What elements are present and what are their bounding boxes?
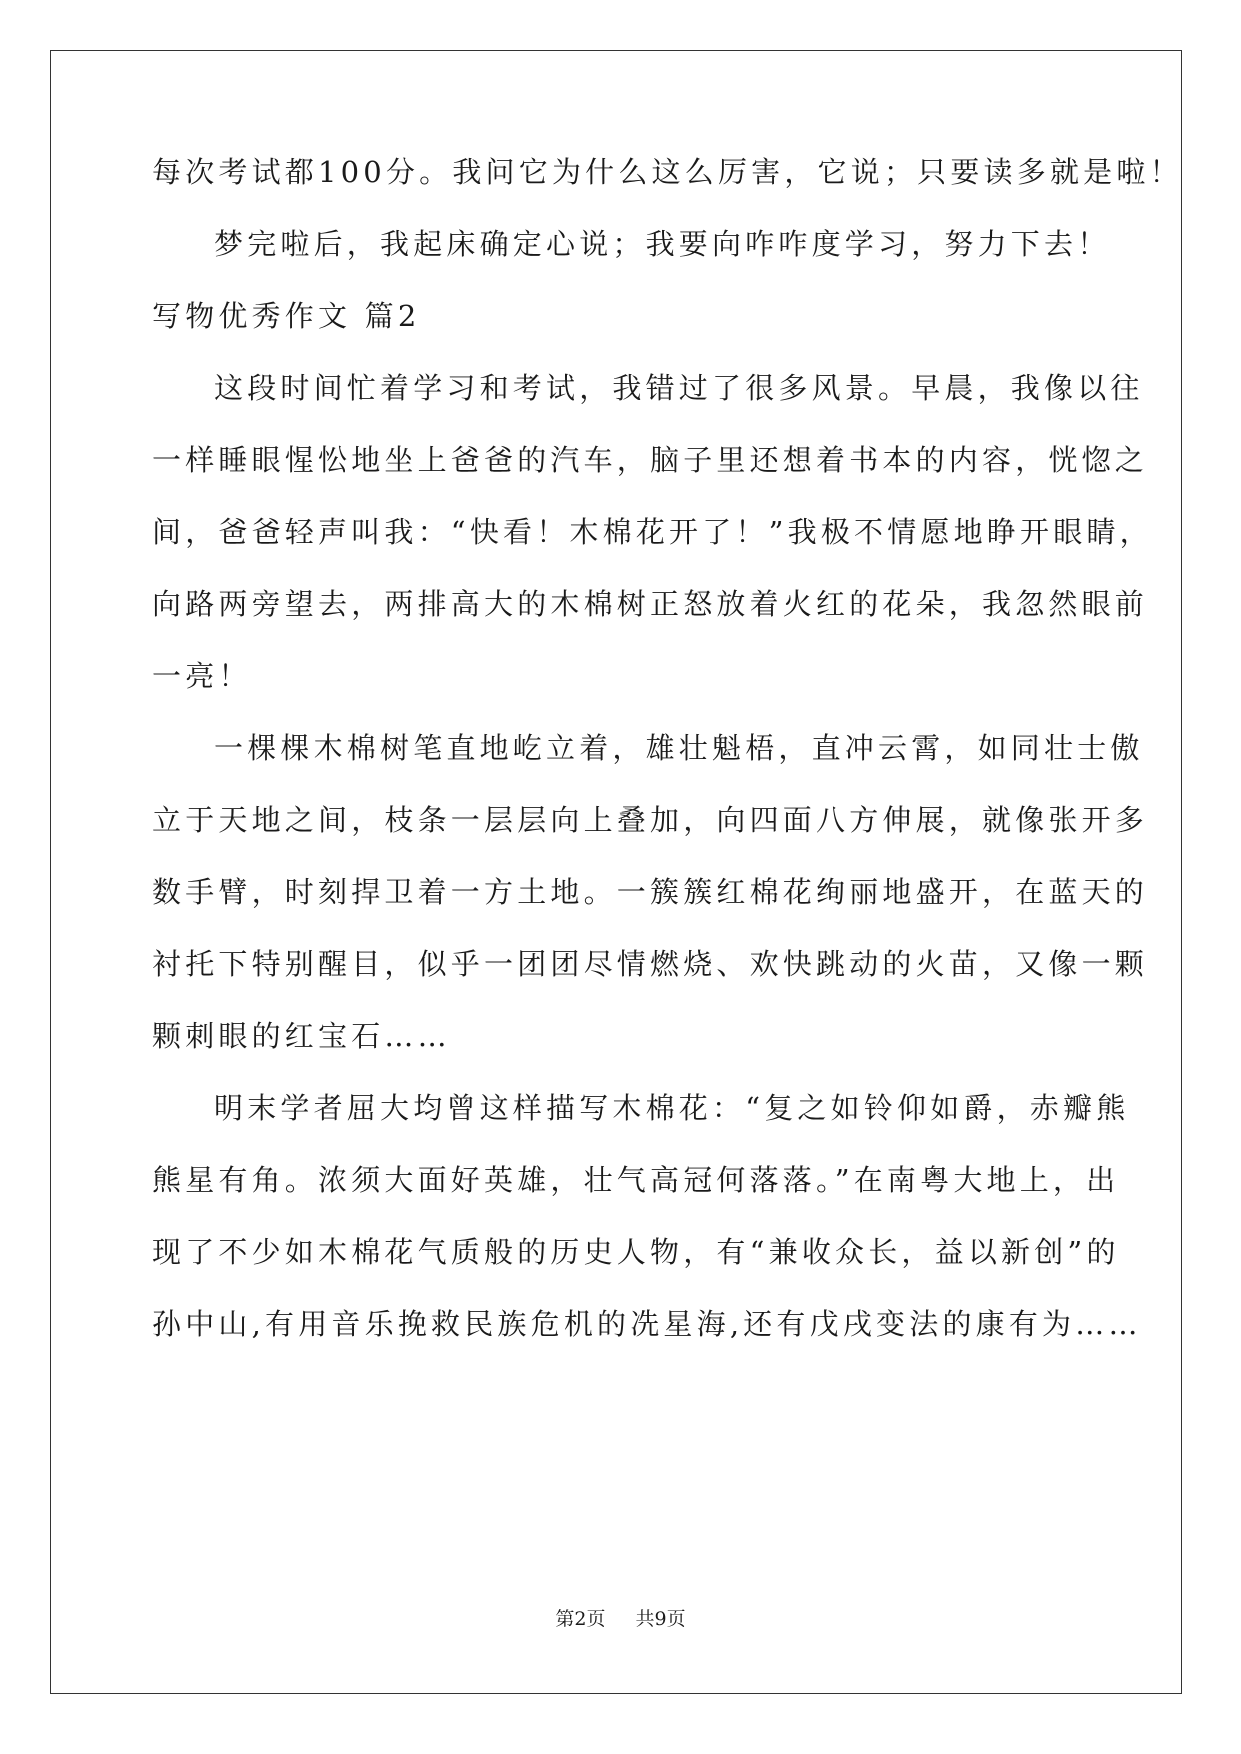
text-line: 这段时间忙着学习和考试，我错过了很多风景。早晨，我像以往 bbox=[214, 371, 1144, 405]
page-number: 第2页 bbox=[555, 1608, 606, 1630]
text-line: 梦完啦后，我起床确定心说；我要向咋咋度学习，努力下去！ bbox=[214, 227, 1111, 261]
text-line: 孙中山,有用音乐挽救民族危机的冼星海,还有戊戌变法的康有为…… bbox=[152, 1307, 1142, 1341]
text-line: 一样睡眼惺忪地坐上爸爸的汽车，脑子里还想着书本的内容，恍惚之 bbox=[152, 443, 1149, 477]
text-line: 间，爸爸轻声叫我：“快看！木棉花开了！”我极不情愿地睁开眼睛， bbox=[152, 515, 1153, 549]
text-line: 立于天地之间，枝条一层层向上叠加，向四面八方伸展，就像张开多 bbox=[152, 803, 1149, 837]
text-line: 一棵棵木棉树笔直地屹立着，雄壮魁梧，直冲云霄，如同壮士傲 bbox=[214, 731, 1144, 765]
text-line: 向路两旁望去，两排高大的木棉树正怒放着火红的花朵，我忽然眼前 bbox=[152, 587, 1149, 621]
section-heading: 写物优秀作文 篇2 bbox=[152, 299, 421, 333]
text-line: 熊星有角。浓须大面好英雄，壮气高冠何落落。”在南粤大地上，出 bbox=[152, 1163, 1120, 1197]
text-line: 现了不少如木棉花气质般的历史人物，有“兼收众长，益以新创”的 bbox=[152, 1235, 1120, 1269]
text-line: 每次考试都100分。我问它为什么这么厉害，它说；只要读多就是啦！ bbox=[152, 155, 1183, 189]
text-line: 颗刺眼的红宝石…… bbox=[152, 1019, 451, 1053]
text-line: 衬托下特别醒目，似乎一团团尽情燃烧、欢快跳动的火苗，又像一颗 bbox=[152, 947, 1149, 981]
text-line: 明末学者屈大均曾这样描写木棉花：“复之如铃仰如爵，赤瓣熊 bbox=[214, 1091, 1130, 1125]
text-line: 一亮！ bbox=[152, 659, 252, 693]
page-footer bbox=[0, 1604, 1241, 1631]
text-line: 数手臂，时刻捍卫着一方土地。一簇簇红棉花绚丽地盛开，在蓝天的 bbox=[152, 875, 1149, 909]
page-total: 共9页 bbox=[635, 1608, 686, 1630]
